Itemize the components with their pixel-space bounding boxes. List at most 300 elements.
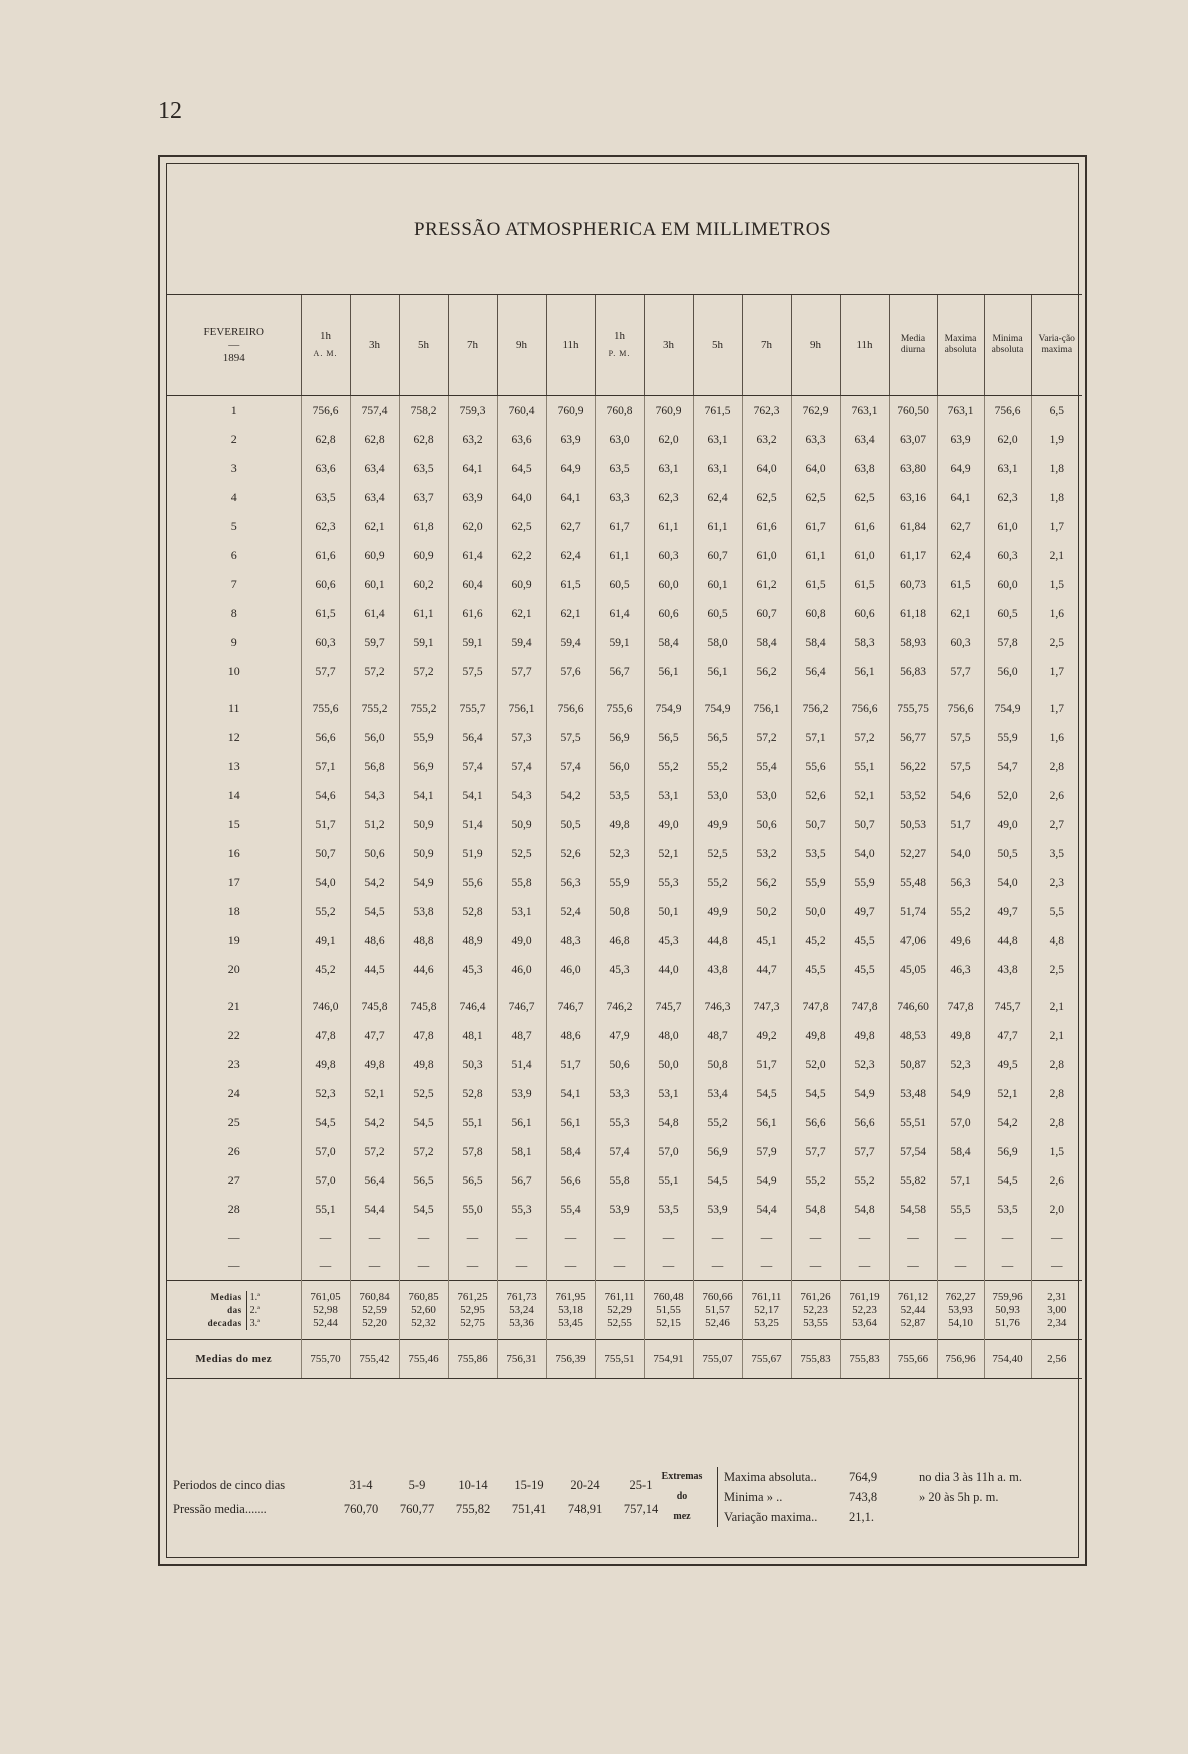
value-cell: 1,9 bbox=[1031, 425, 1082, 454]
decade-mean-value: 53,24 bbox=[509, 1303, 534, 1316]
value-cell: 52,3 bbox=[301, 1079, 350, 1108]
value-cell: 52,1 bbox=[840, 781, 889, 810]
value-cell: 61,1 bbox=[693, 512, 742, 541]
value-cell: 62,4 bbox=[937, 541, 984, 570]
value-cell: 52,3 bbox=[937, 1050, 984, 1079]
value-cell: 60,9 bbox=[399, 541, 448, 570]
value-cell: 52,6 bbox=[791, 781, 840, 810]
value-cell: 55,3 bbox=[595, 1108, 644, 1137]
value-cell: 64,9 bbox=[546, 454, 595, 483]
day-cell: 20 bbox=[227, 962, 240, 976]
value-cell: 51,7 bbox=[937, 810, 984, 839]
extreme-note: » 20 às 5h p. m. bbox=[919, 1490, 999, 1504]
value-cell: 61,6 bbox=[448, 599, 497, 628]
value-cell: 63,5 bbox=[595, 454, 644, 483]
table-row bbox=[167, 694, 1082, 723]
decade-mean-value: 52,44 bbox=[900, 1303, 926, 1316]
value-cell: 53,3 bbox=[595, 1079, 644, 1108]
value-cell: 58,3 bbox=[840, 628, 889, 657]
gap-cell bbox=[448, 984, 497, 992]
value-cell: 51,7 bbox=[546, 1050, 595, 1079]
value-cell: 56,5 bbox=[399, 1166, 448, 1195]
value-cell: 51,7 bbox=[742, 1050, 791, 1079]
gap-cell bbox=[1031, 686, 1082, 694]
value-cell: 57,0 bbox=[301, 1166, 350, 1195]
value-cell: 50,1 bbox=[644, 897, 693, 926]
decade-mean-value: 53,55 bbox=[803, 1316, 828, 1329]
decade-mean-value: 52,95 bbox=[460, 1303, 485, 1316]
value-cell: 56,6 bbox=[840, 1108, 889, 1137]
value-cell: 61,7 bbox=[791, 512, 840, 541]
value-cell: 57,1 bbox=[937, 1166, 984, 1195]
value-cell: 48,6 bbox=[546, 1021, 595, 1050]
decade-mean-value: 52,87 bbox=[900, 1316, 926, 1329]
dash-cell: — bbox=[546, 1224, 595, 1252]
day-cell: 7 bbox=[230, 577, 237, 591]
table-row bbox=[167, 512, 1082, 541]
value-cell: 59,4 bbox=[546, 628, 595, 657]
value-cell: 54,4 bbox=[350, 1195, 399, 1224]
month-means-cell: 756,31 bbox=[497, 1340, 546, 1379]
extremes-block bbox=[647, 1467, 1022, 1527]
value-cell: 54,9 bbox=[742, 1166, 791, 1195]
value-cell: 54,0 bbox=[937, 839, 984, 868]
table-row bbox=[167, 1195, 1082, 1224]
value-cell: 50,8 bbox=[595, 897, 644, 926]
value-cell: 55,2 bbox=[791, 1166, 840, 1195]
value-cell: 61,1 bbox=[595, 541, 644, 570]
value-cell: 54,1 bbox=[546, 1079, 595, 1108]
value-cell: 63,1 bbox=[693, 454, 742, 483]
decade-mean-value: 52,60 bbox=[411, 1303, 436, 1316]
value-cell: 6,5 bbox=[1031, 396, 1082, 426]
value-cell: 57,7 bbox=[497, 657, 546, 686]
value-cell: 54,2 bbox=[984, 1108, 1031, 1137]
dash-cell: — bbox=[984, 1252, 1031, 1281]
value-cell: 57,4 bbox=[546, 752, 595, 781]
value-cell: 62,4 bbox=[546, 541, 595, 570]
decade-mean-value: 52,98 bbox=[313, 1303, 338, 1316]
value-cell: 57,8 bbox=[448, 1137, 497, 1166]
value-cell: 50,6 bbox=[350, 839, 399, 868]
decade-mark: 1.ª bbox=[249, 1291, 260, 1303]
value-cell: 4,8 bbox=[1031, 926, 1082, 955]
value-cell: 5,5 bbox=[1031, 897, 1082, 926]
dash-cell: — bbox=[840, 1224, 889, 1252]
value-cell: 49,0 bbox=[497, 926, 546, 955]
dash-cell: — bbox=[693, 1252, 742, 1281]
table-row bbox=[167, 396, 1082, 426]
value-cell: 57,0 bbox=[301, 1137, 350, 1166]
value-cell: 56,1 bbox=[742, 1108, 791, 1137]
value-cell: 58,4 bbox=[937, 1137, 984, 1166]
value-cell: 55,1 bbox=[301, 1195, 350, 1224]
day-cell: 13 bbox=[227, 759, 240, 773]
gap-cell bbox=[399, 686, 448, 694]
value-cell: 50,3 bbox=[448, 1050, 497, 1079]
decade-means-cell bbox=[546, 1281, 595, 1340]
value-cell: 61,4 bbox=[595, 599, 644, 628]
extreme-row bbox=[724, 1507, 1022, 1527]
decade-means-cell bbox=[937, 1281, 984, 1340]
value-cell: 49,5 bbox=[984, 1050, 1031, 1079]
value-cell: 55,6 bbox=[791, 752, 840, 781]
value-cell: 59,1 bbox=[595, 628, 644, 657]
decade-mean-value: 52,32 bbox=[411, 1316, 436, 1329]
decade-mean-value: 759,96 bbox=[992, 1290, 1023, 1303]
value-cell: 55,3 bbox=[497, 1195, 546, 1224]
value-cell: 44,5 bbox=[350, 955, 399, 984]
month-means-row bbox=[167, 1340, 1082, 1379]
value-cell: 54,8 bbox=[840, 1195, 889, 1224]
value-cell: 52,3 bbox=[840, 1050, 889, 1079]
extreme-key: Minima » .. bbox=[724, 1490, 783, 1504]
decade-mean-value: 760,85 bbox=[408, 1290, 439, 1303]
value-cell: 54,5 bbox=[693, 1166, 742, 1195]
month-means-cell: 756,39 bbox=[546, 1340, 595, 1379]
decade-mean-value: 53,36 bbox=[509, 1316, 534, 1329]
value-cell: 754,9 bbox=[984, 694, 1031, 723]
value-cell: 63,3 bbox=[595, 483, 644, 512]
value-cell: 60,6 bbox=[840, 599, 889, 628]
value-cell: 56,3 bbox=[546, 868, 595, 897]
value-cell: 64,1 bbox=[448, 454, 497, 483]
extremes-label: Extremas do mez bbox=[661, 1471, 703, 1522]
table-row bbox=[167, 657, 1082, 686]
decade-means-cell bbox=[448, 1281, 497, 1340]
value-cell: 57,7 bbox=[301, 657, 350, 686]
dash-cell: — bbox=[448, 1224, 497, 1252]
value-cell: 63,7 bbox=[399, 483, 448, 512]
value-cell: 62,4 bbox=[693, 483, 742, 512]
value-cell: 746,2 bbox=[595, 992, 644, 1021]
value-cell: 52,5 bbox=[399, 1079, 448, 1108]
value-cell: 55,1 bbox=[644, 1166, 693, 1195]
value-cell: 61,4 bbox=[350, 599, 399, 628]
decade-gap bbox=[167, 686, 1082, 694]
day-cell: 16 bbox=[227, 846, 240, 860]
decade-gap bbox=[167, 984, 1082, 992]
value-cell: 50,8 bbox=[693, 1050, 742, 1079]
value-cell: 50,7 bbox=[301, 839, 350, 868]
value-cell: 60,7 bbox=[693, 541, 742, 570]
value-cell: 60,1 bbox=[693, 570, 742, 599]
value-cell: 53,1 bbox=[644, 1079, 693, 1108]
table-row bbox=[167, 1079, 1082, 1108]
value-cell: 54,7 bbox=[984, 752, 1031, 781]
decade-mark: 2.ª bbox=[249, 1304, 260, 1316]
value-cell: 56,6 bbox=[791, 1108, 840, 1137]
gap-cell bbox=[546, 984, 595, 992]
value-cell: 746,4 bbox=[448, 992, 497, 1021]
value-cell: 62,1 bbox=[546, 599, 595, 628]
value-cell: 60,1 bbox=[350, 570, 399, 599]
value-cell: 760,9 bbox=[644, 396, 693, 426]
value-cell: 54,2 bbox=[350, 1108, 399, 1137]
value-cell: 61,5 bbox=[840, 570, 889, 599]
dash-cell: — bbox=[399, 1224, 448, 1252]
gap-cell bbox=[167, 984, 301, 992]
dash-cell: — bbox=[742, 1224, 791, 1252]
period-value: 15-19 bbox=[514, 1477, 544, 1492]
value-cell: 54,3 bbox=[350, 781, 399, 810]
value-cell: 57,2 bbox=[742, 723, 791, 752]
value-cell: 49,1 bbox=[301, 926, 350, 955]
month-means-cell: 754,91 bbox=[644, 1340, 693, 1379]
value-cell: 756,6 bbox=[984, 396, 1031, 426]
gap-cell bbox=[644, 686, 693, 694]
value-cell: 56,77 bbox=[889, 723, 937, 752]
value-cell: 61,8 bbox=[399, 512, 448, 541]
value-cell: 55,0 bbox=[448, 1195, 497, 1224]
value-cell: 45,05 bbox=[889, 955, 937, 984]
value-cell: 61,1 bbox=[791, 541, 840, 570]
value-cell: 56,0 bbox=[595, 752, 644, 781]
value-cell: 60,5 bbox=[693, 599, 742, 628]
gap-cell bbox=[840, 984, 889, 992]
dash-cell: — bbox=[889, 1224, 937, 1252]
decade-mean-value: 50,93 bbox=[995, 1303, 1020, 1316]
extreme-value: 764,9 bbox=[849, 1470, 878, 1484]
value-cell: 52,1 bbox=[984, 1079, 1031, 1108]
value-cell: 746,0 bbox=[301, 992, 350, 1021]
value-cell: 3,5 bbox=[1031, 839, 1082, 868]
value-cell: 53,1 bbox=[644, 781, 693, 810]
dash-cell: — bbox=[228, 1232, 240, 1244]
value-cell: 55,48 bbox=[889, 868, 937, 897]
value-cell: 758,2 bbox=[399, 396, 448, 426]
value-cell: 50,0 bbox=[644, 1050, 693, 1079]
extreme-key: Variação maxima.. bbox=[724, 1510, 818, 1524]
value-cell: 2,1 bbox=[1031, 992, 1082, 1021]
dash-cell: — bbox=[644, 1224, 693, 1252]
value-cell: 64,1 bbox=[546, 483, 595, 512]
value-cell: 55,3 bbox=[644, 868, 693, 897]
value-cell: 761,5 bbox=[693, 396, 742, 426]
value-cell: 57,4 bbox=[497, 752, 546, 781]
value-cell: 60,3 bbox=[984, 541, 1031, 570]
value-cell: 50,0 bbox=[791, 897, 840, 926]
decade-mean-value: 761,19 bbox=[849, 1290, 880, 1303]
value-cell: 47,8 bbox=[301, 1021, 350, 1050]
value-cell: 58,93 bbox=[889, 628, 937, 657]
table-row bbox=[167, 897, 1082, 926]
value-cell: 59,1 bbox=[399, 628, 448, 657]
day-cell: 21 bbox=[227, 999, 240, 1013]
value-cell: 48,9 bbox=[448, 926, 497, 955]
value-cell: 2,8 bbox=[1031, 752, 1082, 781]
day-cell: 24 bbox=[227, 1086, 240, 1100]
value-cell: 58,4 bbox=[791, 628, 840, 657]
value-cell: 56,5 bbox=[644, 723, 693, 752]
value-cell: 54,5 bbox=[301, 1108, 350, 1137]
value-cell: 756,2 bbox=[791, 694, 840, 723]
table-row bbox=[167, 1137, 1082, 1166]
value-cell: 53,5 bbox=[791, 839, 840, 868]
value-cell: 754,9 bbox=[644, 694, 693, 723]
pressure-row bbox=[173, 1497, 669, 1521]
periods-row bbox=[173, 1473, 669, 1497]
decade-means-cell bbox=[693, 1281, 742, 1340]
decade-means-cell bbox=[350, 1281, 399, 1340]
value-cell: 45,5 bbox=[840, 926, 889, 955]
value-cell: 2,1 bbox=[1031, 1021, 1082, 1050]
value-cell: 56,0 bbox=[984, 657, 1031, 686]
header-maxima-absoluta: Maxima absoluta bbox=[937, 295, 984, 396]
table-row bbox=[167, 752, 1082, 781]
value-cell: 45,2 bbox=[301, 955, 350, 984]
value-cell: 54,9 bbox=[937, 1079, 984, 1108]
value-cell: 52,1 bbox=[644, 839, 693, 868]
value-cell: 55,1 bbox=[448, 1108, 497, 1137]
table-row bbox=[167, 541, 1082, 570]
dash-cell: — bbox=[301, 1252, 350, 1281]
value-cell: 54,5 bbox=[742, 1079, 791, 1108]
value-cell: 61,1 bbox=[644, 512, 693, 541]
gap-cell bbox=[167, 686, 301, 694]
table-row bbox=[167, 1108, 1082, 1137]
value-cell: 62,1 bbox=[497, 599, 546, 628]
table-row bbox=[167, 839, 1082, 868]
value-cell: 63,80 bbox=[889, 454, 937, 483]
decade-mean-value: 2,34 bbox=[1047, 1316, 1067, 1329]
day-cell: 19 bbox=[227, 933, 240, 947]
decade-mean-value: 53,18 bbox=[558, 1303, 583, 1316]
header-hour: 5h bbox=[693, 295, 742, 396]
decade-means-cell bbox=[595, 1281, 644, 1340]
value-cell: 2,0 bbox=[1031, 1195, 1082, 1224]
decade-means-cell bbox=[791, 1281, 840, 1340]
month-means-cell: 755,83 bbox=[840, 1340, 889, 1379]
value-cell: 57,2 bbox=[350, 1137, 399, 1166]
value-cell: 48,1 bbox=[448, 1021, 497, 1050]
header-row bbox=[167, 295, 1082, 396]
month-means-cell: 755,67 bbox=[742, 1340, 791, 1379]
dash-cell: — bbox=[350, 1252, 399, 1281]
value-cell: 60,73 bbox=[889, 570, 937, 599]
value-cell: 60,3 bbox=[937, 628, 984, 657]
decade-mean-value: 3,00 bbox=[1047, 1303, 1067, 1316]
value-cell: 56,1 bbox=[693, 657, 742, 686]
value-cell: 48,6 bbox=[350, 926, 399, 955]
value-cell: 61,0 bbox=[984, 512, 1031, 541]
value-cell: 55,2 bbox=[937, 897, 984, 926]
value-cell: 64,0 bbox=[742, 454, 791, 483]
value-cell: 54,9 bbox=[399, 868, 448, 897]
value-cell: 55,9 bbox=[399, 723, 448, 752]
value-cell: 54,9 bbox=[840, 1079, 889, 1108]
extreme-value: 743,8 bbox=[849, 1490, 878, 1504]
decade-mean-value: 51,76 bbox=[995, 1316, 1020, 1329]
header-hour: 1h P. M. bbox=[595, 295, 644, 396]
value-cell: 47,06 bbox=[889, 926, 937, 955]
value-cell: 62,8 bbox=[301, 425, 350, 454]
value-cell: 59,7 bbox=[350, 628, 399, 657]
value-cell: 746,3 bbox=[693, 992, 742, 1021]
value-cell: 61,5 bbox=[546, 570, 595, 599]
value-cell: 61,5 bbox=[937, 570, 984, 599]
decade-mean-value: 52,44 bbox=[313, 1316, 338, 1329]
day-cell: 10 bbox=[227, 664, 240, 678]
value-cell: 58,0 bbox=[693, 628, 742, 657]
value-cell: 62,5 bbox=[497, 512, 546, 541]
value-cell: 50,7 bbox=[840, 810, 889, 839]
value-cell: 54,0 bbox=[840, 839, 889, 868]
value-cell: 2,8 bbox=[1031, 1079, 1082, 1108]
decade-mean-value: 2,31 bbox=[1047, 1290, 1067, 1303]
value-cell: 51,9 bbox=[448, 839, 497, 868]
decade-mean-value: 53,45 bbox=[558, 1316, 583, 1329]
value-cell: 60,6 bbox=[301, 570, 350, 599]
value-cell: 63,4 bbox=[350, 483, 399, 512]
day-cell: 23 bbox=[227, 1057, 240, 1071]
value-cell: 62,0 bbox=[644, 425, 693, 454]
month-means-cell: 755,83 bbox=[791, 1340, 840, 1379]
value-cell: 64,9 bbox=[937, 454, 984, 483]
day-cell: 27 bbox=[227, 1173, 240, 1187]
value-cell: 46,3 bbox=[937, 955, 984, 984]
pressure-label: Pressão media....... bbox=[173, 1501, 267, 1516]
value-cell: 755,6 bbox=[595, 694, 644, 723]
decade-mean-value: 762,27 bbox=[945, 1290, 976, 1303]
value-cell: 59,4 bbox=[497, 628, 546, 657]
value-cell: 2,6 bbox=[1031, 1166, 1082, 1195]
value-cell: 56,1 bbox=[497, 1108, 546, 1137]
value-cell: 56,0 bbox=[350, 723, 399, 752]
value-cell: 54,6 bbox=[301, 781, 350, 810]
value-cell: 56,6 bbox=[546, 1166, 595, 1195]
value-cell: 50,9 bbox=[399, 810, 448, 839]
value-cell: 63,07 bbox=[889, 425, 937, 454]
extreme-row bbox=[724, 1467, 1022, 1487]
value-cell: 63,8 bbox=[840, 454, 889, 483]
value-cell: 44,8 bbox=[693, 926, 742, 955]
value-cell: 60,7 bbox=[742, 599, 791, 628]
decade-mean-value: 760,66 bbox=[702, 1290, 733, 1303]
value-cell: 50,6 bbox=[742, 810, 791, 839]
decade-mark: 3.ª bbox=[249, 1317, 260, 1329]
value-cell: 61,5 bbox=[791, 570, 840, 599]
value-cell: 44,8 bbox=[984, 926, 1031, 955]
value-cell: 49,8 bbox=[595, 810, 644, 839]
value-cell: 57,8 bbox=[984, 628, 1031, 657]
header-media-diurna: Media diurna bbox=[889, 295, 937, 396]
header-hour: 11h bbox=[840, 295, 889, 396]
value-cell: 62,5 bbox=[840, 483, 889, 512]
day-cell: 4 bbox=[230, 490, 237, 504]
header-hour: 7h bbox=[742, 295, 791, 396]
decade-mean-value: 761,05 bbox=[310, 1290, 341, 1303]
value-cell: 54,5 bbox=[399, 1108, 448, 1137]
value-cell: 62,0 bbox=[448, 512, 497, 541]
value-cell: 2,6 bbox=[1031, 781, 1082, 810]
gap-cell bbox=[399, 984, 448, 992]
gap-cell bbox=[840, 686, 889, 694]
dash-row bbox=[167, 1252, 1082, 1281]
decade-means-cell bbox=[889, 1281, 937, 1340]
value-cell: 44,7 bbox=[742, 955, 791, 984]
value-cell: 52,5 bbox=[693, 839, 742, 868]
value-cell: 62,2 bbox=[497, 541, 546, 570]
value-cell: 53,0 bbox=[693, 781, 742, 810]
month-means-cell: 755,46 bbox=[399, 1340, 448, 1379]
value-cell: 55,2 bbox=[693, 1108, 742, 1137]
value-cell: 56,6 bbox=[301, 723, 350, 752]
month-means-label: Medias do mez bbox=[167, 1340, 301, 1379]
value-cell: 2,5 bbox=[1031, 955, 1082, 984]
extreme-note: no dia 3 às 11h a. m. bbox=[919, 1470, 1022, 1484]
value-cell: 763,1 bbox=[840, 396, 889, 426]
